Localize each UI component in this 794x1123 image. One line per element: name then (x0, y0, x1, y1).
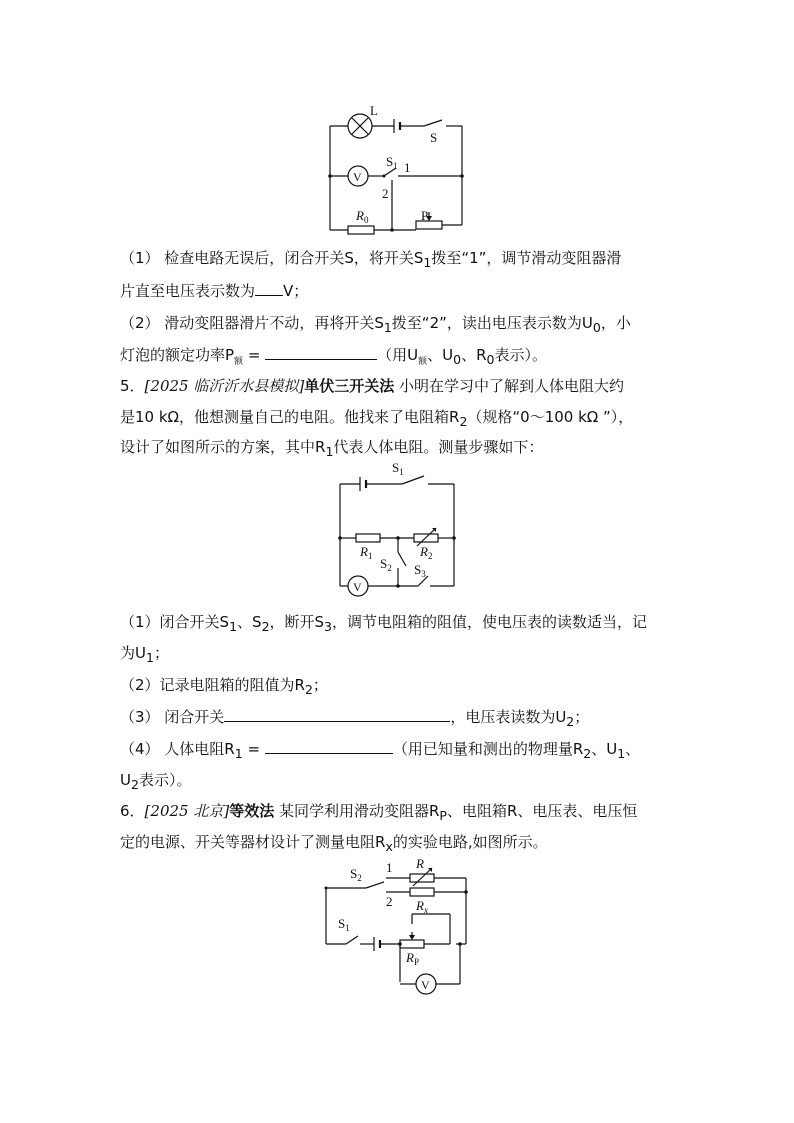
answer-blank[interactable] (265, 739, 393, 754)
switch-s3-label: $S_3$ (414, 562, 426, 579)
q5-step4-line2: $U_2$表示）。 (120, 771, 192, 792)
position-2-label: 2 (386, 894, 393, 909)
switch-s1-label: $S_1$ (386, 154, 398, 171)
q5-method: 单伏三开关法 (304, 377, 395, 395)
q5-step2: （2）记录电阻箱的阻值为$R_2$； (120, 676, 328, 697)
q5-line2: 是10 kΩ，他想测量自己的电阻。他找来了电阻箱$R_2$（规格“0～100 kΩ ”）， (120, 408, 634, 429)
q5-step4-line1: （4） 人体电阻$R_1$ = （用已知量和测出的物理量$R_2$、$U_1$、 (120, 740, 641, 761)
answer-blank[interactable] (224, 707, 450, 722)
resistor-r2-label: $R_2$ (420, 544, 433, 561)
slider-p-label: P (421, 208, 429, 223)
q6-source: [2025 北京] (144, 802, 230, 820)
position-1-label: 1 (386, 860, 393, 875)
voltmeter-label: V (421, 978, 430, 992)
switch-s1-label: $S_1$ (338, 916, 350, 933)
q5-step3: （3） 闭合开关 ，电压表读数为$U_2$； (120, 708, 590, 729)
q4-part2-line2: 灯泡的额定功率$P_额$ = （用$U_额$、$U_0$、$R_0$表示）。 (120, 346, 548, 367)
q5-line3: 设计了如图所示的方案，其中$R_1$代表人体电阻。测量步骤如下： (120, 438, 544, 459)
switch-s-label: S (430, 130, 438, 145)
q5-line1: 5．[2025 临沂沂水县模拟]单伏三开关法 小明在学习中了解到人体电阻大约 (120, 377, 624, 395)
position-1-label: 1 (404, 160, 411, 175)
rheostat-rp-label: $R_P$ (406, 950, 419, 967)
q5-source: [2025 临沂沂水县模拟] (144, 377, 305, 395)
switch-s2-label: $S_2$ (380, 556, 392, 573)
q4-part1-line1: （1） 检查电路无误后，闭合开关S，将开关$S_1$拨至“1”，调节滑动变阻器滑 (120, 249, 622, 270)
resistor-box-r-label: R (416, 856, 424, 871)
q5-step1-line2: 为$U_1$； (120, 644, 169, 665)
resistor-rx-label: $R_x$ (416, 898, 428, 915)
q4-part2-line1: （2） 滑动变阻器滑片不动，再将开关$S_1$拨至“2”，读出电压表示数为$U_0$，小 (120, 314, 631, 335)
answer-blank[interactable] (255, 281, 283, 296)
q6-method: 等效法 (229, 802, 275, 820)
circuit-diagram-1 (320, 100, 480, 236)
q5-step1-line1: （1）闭合开关$S_1$、$S_2$，断开$S_3$，调节电阻箱的阻值，使电压表的读数适当，记 (120, 613, 648, 634)
resistor-r0-label: $R_0$ (356, 208, 369, 225)
q6-line2: 定的电源、开关等器材设计了测量电阻$R_x$的实验电路,如图所示。 (120, 833, 548, 854)
position-2-label: 2 (382, 186, 389, 201)
resistor-r1-label: $R_1$ (360, 544, 373, 561)
voltmeter-label: V (353, 170, 362, 184)
answer-blank[interactable] (265, 345, 377, 360)
circuit-diagram-3 (320, 852, 475, 998)
lamp-label: L (370, 103, 378, 118)
voltmeter-label: V (353, 580, 362, 594)
switch-s2-label: $S_2$ (350, 866, 362, 883)
switch-s1-label: $S_1$ (392, 460, 404, 477)
circuit-diagram-2 (330, 458, 465, 600)
q4-part1-line2: 片直至电压表示数为 V； (120, 282, 309, 300)
q6-line1: 6．[2025 北京]等效法 某同学利用滑动变阻器$R_P$、电阻箱R、电压表、电压恒 (120, 802, 638, 823)
